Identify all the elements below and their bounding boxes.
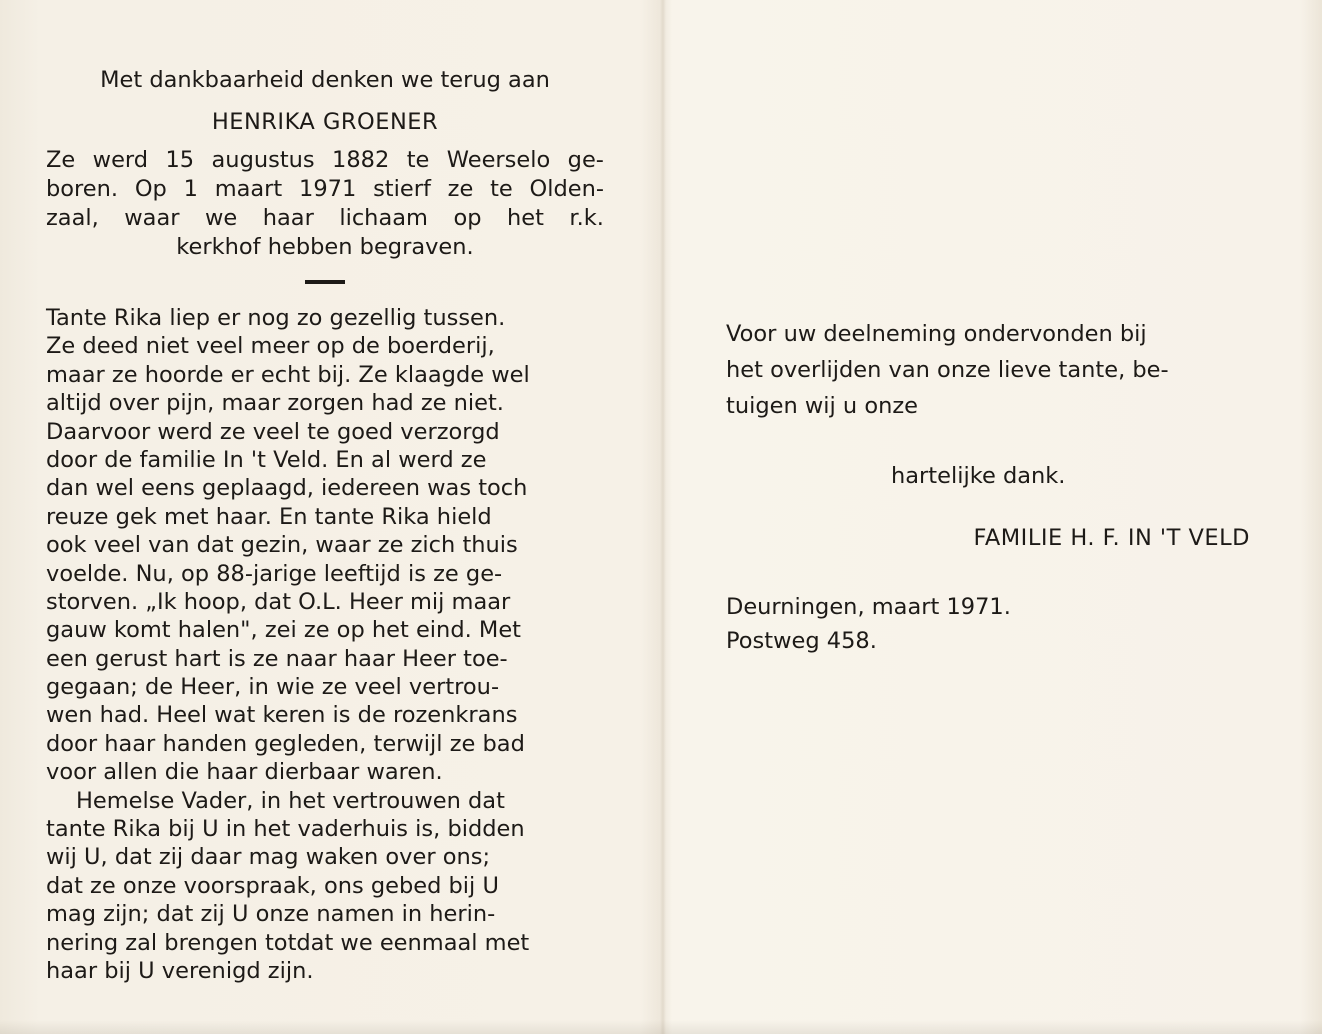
memory-line: reuze gek met haar. En tante Rika hield	[46, 503, 492, 530]
memory-line: Daarvoor werd ze veel te goed verzorgd	[46, 418, 500, 445]
bio-line: boren. Op 1 maart 1971 stierf ze te Olden-	[46, 176, 604, 202]
memory-line: gauw komt halen", zei ze op het eind. Met	[46, 617, 521, 644]
thanks-line: tuigen wij u onze	[726, 393, 919, 419]
intro-text: Met dankbaarheid denken we terug aan	[100, 67, 550, 93]
left-panel	[46, 62, 604, 985]
prayer-line: mag zijn; dat zij U onze namen in herin-	[46, 901, 496, 928]
memory-line: Tante Rika liep er nog zo gezellig tussen.	[46, 305, 506, 331]
card-fold	[660, 0, 666, 1034]
prayer-paragraph	[46, 787, 604, 986]
address: Postweg 458.	[726, 628, 877, 654]
prayer-line: Hemelse Vader, in het vertrouwen dat	[76, 787, 505, 814]
memory-line: een gerust hart is ze naar haar Heer toe-	[46, 645, 508, 672]
memory-line: wen had. Heel wat keren is de rozenkrans	[46, 702, 518, 729]
memory-line: maar ze hoorde er echt bij. Ze klaagde wel	[46, 361, 530, 388]
memory-line: door de familie In 't Veld. En al werd ze	[46, 446, 487, 473]
memory-line: ook veel van dat gezin, waar ze zich thuis	[46, 532, 518, 559]
prayer-line: wij U, dat zij daar mag waken over ons;	[46, 844, 491, 871]
card-edge-shadow	[0, 1020, 1322, 1034]
memory-line: gegaan; de Heer, in wie ze veel vertrou-	[46, 674, 500, 701]
thanks-line: Voor uw deelneming ondervonden bij	[726, 321, 1147, 347]
memory-line: door haar handen gegleden, terwijl ze bad	[46, 730, 525, 757]
bio-paragraph	[46, 146, 604, 262]
memory-line: altijd over pijn, maar zorgen had ze niet.	[46, 390, 504, 417]
family-signature: FAMILIE H. F. IN 'T VELD	[973, 525, 1250, 551]
thanks-line: het overlijden van onze lieve tante, be-	[726, 357, 1169, 383]
prayer-line: tante Rika bij U in het vaderhuis is, bidden	[46, 816, 525, 843]
bio-line: Ze werd 15 augustus 1882 te Weerselo ge-	[46, 147, 604, 173]
prayer-line: haar bij U verenigd zijn.	[46, 957, 314, 984]
bio-line: zaal, waar we haar lichaam op het r.k.	[46, 205, 604, 231]
bio-line: kerkhof hebben begraven.	[176, 234, 474, 260]
memory-line: storven. „Ik hoop, dat O.L. Heer mij maar	[46, 588, 511, 615]
thanks-word: hartelijke dank.	[891, 463, 1066, 489]
prayer-line: dat ze onze voorspraak, ons gebed bij U	[46, 872, 499, 899]
deceased-name: HENRIKA GROENER	[211, 109, 439, 135]
memory-line: voor allen die haar dierbaar waren.	[46, 759, 443, 786]
place-date: Deurningen, maart 1971.	[726, 594, 1011, 620]
memory-paragraph	[46, 304, 604, 787]
memory-line: dan wel eens geplaagd, iedereen was toch	[46, 475, 528, 502]
memory-line: voelde. Nu, op 88-jarige leeftijd is ze ge-	[46, 560, 503, 587]
prayer-line: nering zal brengen totdat we eenmaal met	[46, 929, 530, 956]
right-panel	[726, 316, 1250, 658]
memory-line: Ze deed niet veel meer op de boerderij,	[46, 333, 495, 360]
separator-dash	[305, 280, 345, 284]
